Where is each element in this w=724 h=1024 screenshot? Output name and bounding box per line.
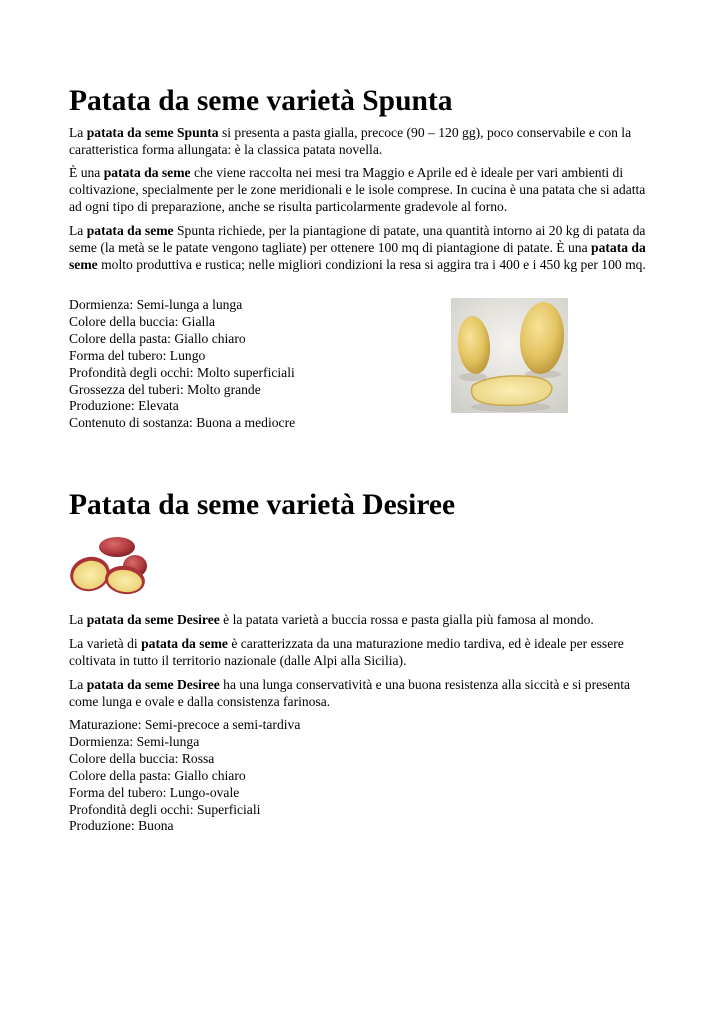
paragraph: La patata da seme Desiree ha una lunga conservatività e una buona resistenza alla siccità e si presenta come lunga e ovale e dalla consistenza farinosa. — [69, 677, 631, 709]
spec-item: Profondità degli occhi: Superficiali — [69, 801, 261, 817]
spec-item: Colore della buccia: Gialla — [69, 313, 216, 329]
desiree-spec-list — [69, 717, 300, 835]
paragraph: La patata da seme Spunta richiede, per la piantagione di patate, una quantità intorno ai 20 kg di patata da seme (la metà se le patate vengono tagliate) per ottenere 100 mq di piantagione di patate. È una patata da seme molto produttiva e rustica; nelle migliori condizioni la resa si aggira tra i 400 e i 450 kg per 100 mq. — [69, 223, 646, 272]
section-title-spunta: Patata da seme varietà Spunta — [69, 85, 453, 117]
spec-item: Contenuto di sostanza: Buona a mediocre — [69, 415, 296, 431]
paragraph: La varietà di patata da seme è caratterizzata da una maturazione medio tardiva, ed è ideale per essere coltivata in tutto il territorio nazionale (dalle Alpi alla Sicilia). — [69, 636, 624, 668]
spunta-potato-photo — [451, 298, 568, 413]
desiree-potato-photo — [69, 536, 147, 596]
paragraph: È una patata da seme che viene raccolta nei mesi tra Maggio e Aprile ed è ideale per vari ambienti di coltivazione, specialmente per le zone meridionali e le isole comprese. In cucina è una patata che si adatta ad ogni tipo di preparazione, anche se risulta particolarmente gradevole al forno. — [69, 165, 646, 214]
spec-item: Profondità degli occhi: Molto superficiali — [69, 364, 295, 380]
spec-item: Dormienza: Semi-lunga — [69, 733, 200, 749]
spec-item: Forma del tubero: Lungo-ovale — [69, 784, 240, 800]
paragraph: La patata da seme Spunta si presenta a pasta gialla, precoce (90 – 120 gg), poco conservabile e con la caratteristica forma allungata: è la classica patata novella. — [69, 125, 632, 157]
spec-item: Produzione: Elevata — [69, 398, 179, 414]
bold-text: patata da seme — [69, 239, 646, 272]
spec-item: Colore della pasta: Giallo chiaro — [69, 767, 246, 783]
spec-item: Grossezza del tuberi: Molto grande — [69, 381, 261, 397]
spunta-spec-list — [69, 297, 295, 432]
paragraph: La patata da seme Desiree è la patata varietà a buccia rossa e pasta gialla più famosa al mondo. — [69, 612, 594, 627]
bold-text: patata da seme — [86, 223, 174, 238]
bold-text: patata da seme Spunta — [86, 125, 219, 140]
bold-text: patata da seme Desiree — [86, 612, 220, 627]
spec-item: Produzione: Buona — [69, 818, 174, 834]
spec-item: Colore della pasta: Giallo chiaro — [69, 330, 246, 346]
section-title-desiree: Patata da seme varietà Desiree — [69, 489, 456, 521]
bold-text: patata da seme — [141, 636, 228, 651]
spec-item: Dormienza: Semi-lunga a lunga — [69, 297, 243, 312]
spec-item: Forma del tubero: Lungo — [69, 347, 206, 363]
bold-text: patata da seme Desiree — [86, 677, 220, 692]
spec-item: Maturazione: Semi-precoce a semi-tardiva — [69, 717, 301, 732]
spec-item: Colore della buccia: Rossa — [69, 750, 215, 766]
bold-text: patata da seme — [103, 165, 191, 180]
